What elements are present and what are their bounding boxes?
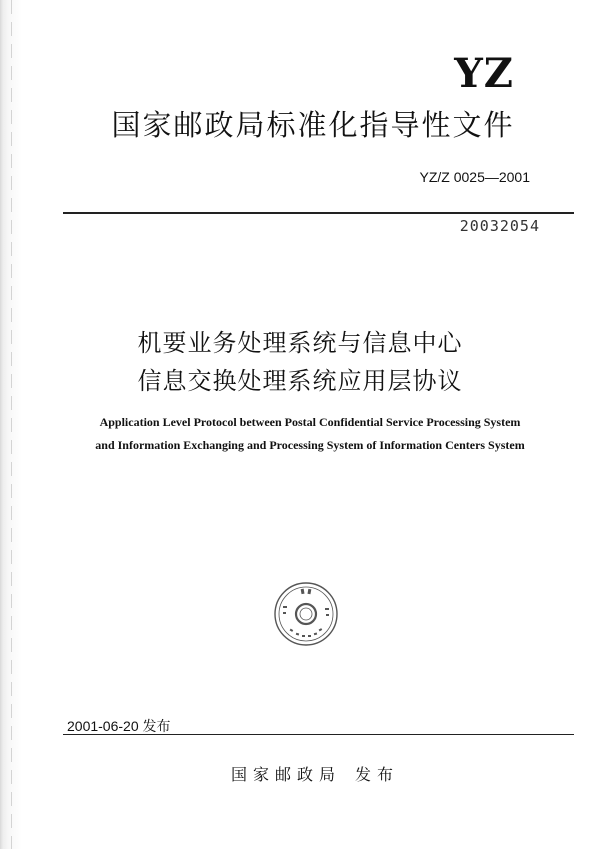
header-divider xyxy=(63,212,574,214)
standard-abbreviation: YZ xyxy=(454,50,514,97)
title-english-line-1: Application Level Protocol between Postal Confidential Service Processing System xyxy=(99,415,521,429)
publisher-line xyxy=(231,765,399,785)
publisher-name: 国家邮政局 xyxy=(231,765,342,784)
publish-action: 发布 xyxy=(355,765,400,784)
title-chinese-line-1: 机要业务处理系统与信息中心 xyxy=(137,329,463,357)
scan-edge-line xyxy=(11,0,12,849)
issue-date: 2001-06-20 发布 xyxy=(67,718,171,734)
standard-number: YZ/Z 0025—2001 xyxy=(419,169,530,185)
library-seal-icon xyxy=(272,580,340,648)
footer-divider xyxy=(63,734,574,735)
series-title: 国家邮政局标准化指导性文件 xyxy=(111,108,515,142)
handwritten-number: 20032054 xyxy=(459,217,540,235)
title-english-line-2: and Information Exchanging and Processing System of Information Centers System xyxy=(95,438,525,452)
title-chinese-line-2: 信息交换处理系统应用层协议 xyxy=(137,367,463,395)
